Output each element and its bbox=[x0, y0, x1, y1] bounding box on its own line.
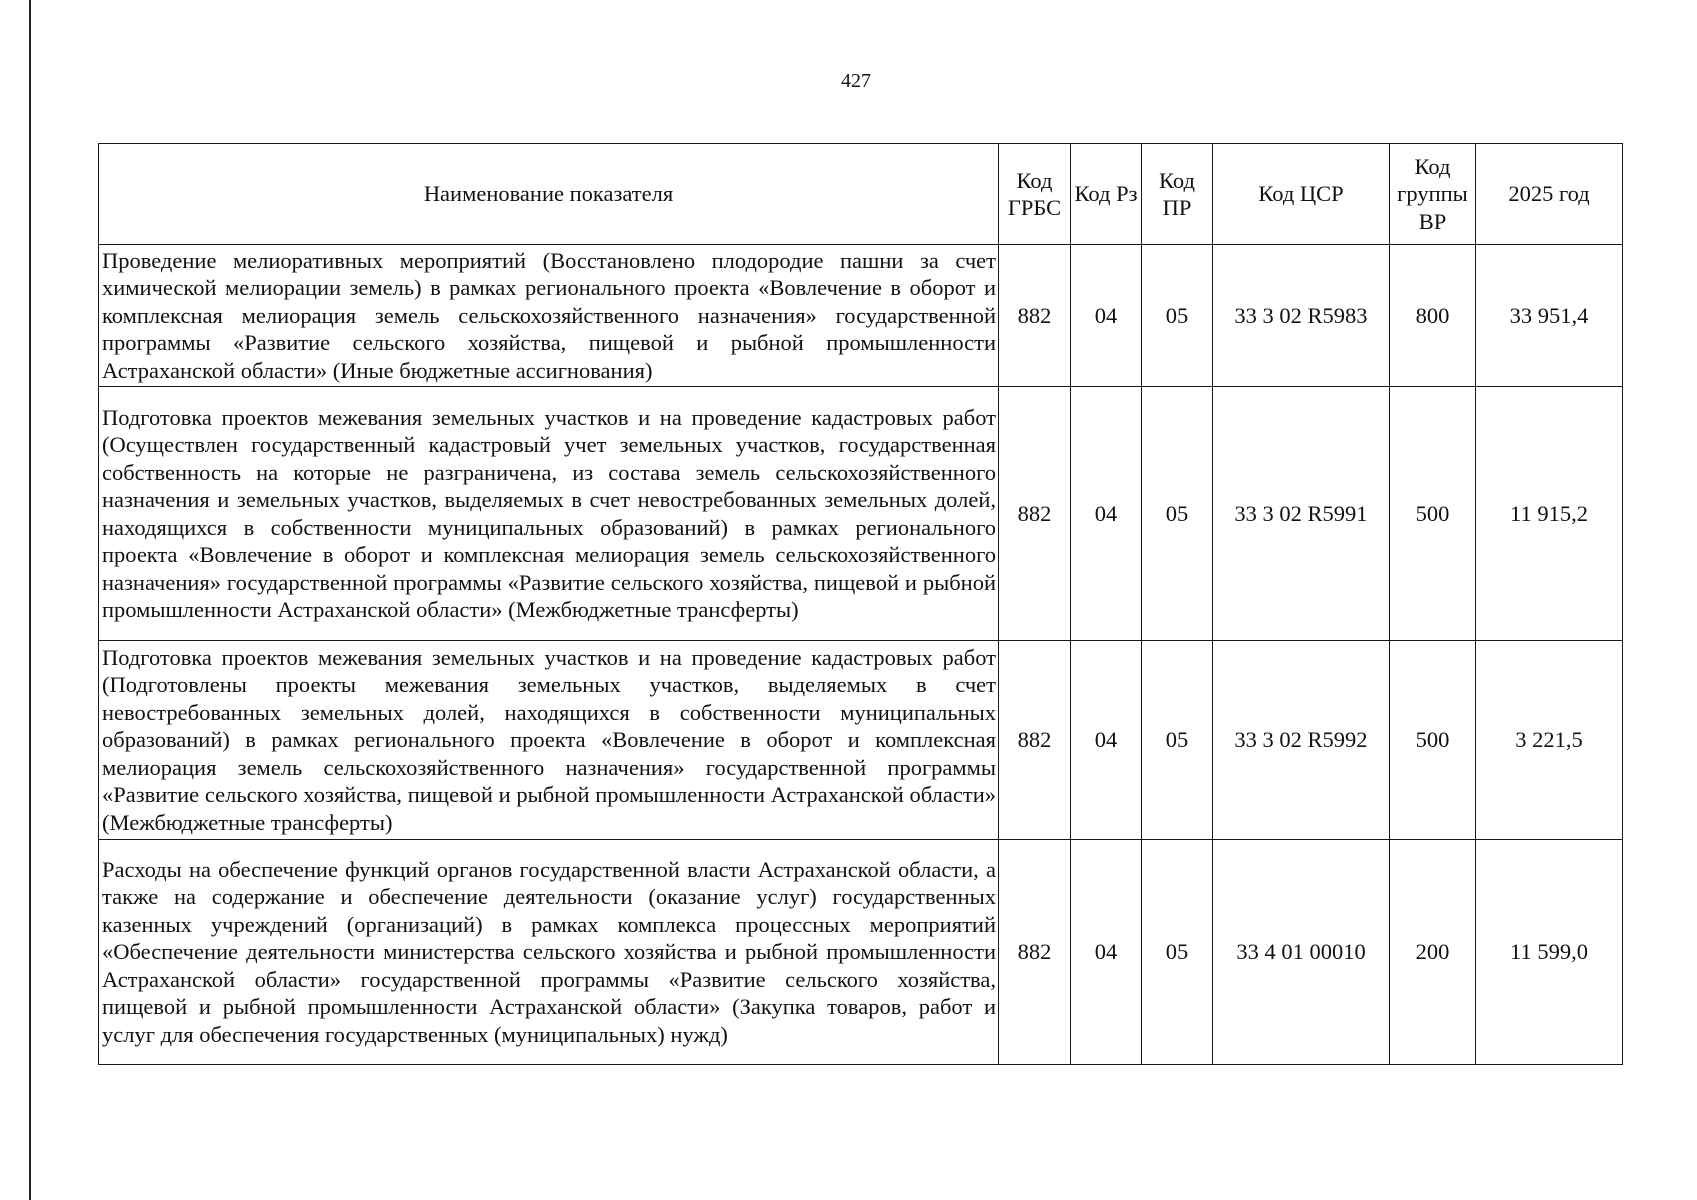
cell-vr: 500 bbox=[1390, 387, 1476, 641]
cell-amount: 11 915,2 bbox=[1476, 387, 1623, 641]
cell-rz: 04 bbox=[1071, 641, 1142, 840]
header-csr: Код ЦСР bbox=[1213, 144, 1390, 245]
binding-margin-line bbox=[29, 0, 31, 1200]
cell-rz: 04 bbox=[1071, 245, 1142, 387]
cell-grbs: 882 bbox=[999, 245, 1071, 387]
cell-pr: 05 bbox=[1142, 387, 1213, 641]
table-row bbox=[99, 387, 1623, 641]
cell-vr: 500 bbox=[1390, 641, 1476, 840]
header-pr: Код ПР bbox=[1142, 144, 1213, 245]
cell-amount: 33 951,4 bbox=[1476, 245, 1623, 387]
table-row bbox=[99, 840, 1623, 1065]
header-grbs: Код ГРБС bbox=[999, 144, 1071, 245]
cell-vr: 800 bbox=[1390, 245, 1476, 387]
cell-pr: 05 bbox=[1142, 245, 1213, 387]
cell-vr: 200 bbox=[1390, 840, 1476, 1065]
cell-csr: 33 3 02 R5992 bbox=[1213, 641, 1390, 840]
cell-amount: 3 221,5 bbox=[1476, 641, 1623, 840]
cell-name: Подготовка проектов межевания земельных участков и на проведение кадастровых работ (Осуществлен государственный кадастровый учет земельных участков, государственная собственность на которые не разграничена, из состава земель сельскохозяйственного назначения и земельных участков, выделяемых в счет невостребованных земельных долей, находящихся в собственности муниципальных образований) в рамках регионального проекта «Вовлечение в оборот и комплексная мелиорация земель сельскохозяйственного назначения» государственной программы «Развитие сельского хозяйства, пищевой и рыбной промышленности Астраханской области» (Межбюджетные трансферты) bbox=[99, 387, 999, 641]
cell-grbs: 882 bbox=[999, 387, 1071, 641]
cell-grbs: 882 bbox=[999, 840, 1071, 1065]
cell-name: Подготовка проектов межевания земельных участков и на проведение кадастровых работ (Подготовлены проекты межевания земельных участков, выделяемых в счет невостребованных земельных долей, находящихся в собственности муниципальных образований) в рамках регионального проекта «Вовлечение в оборот и комплексная мелиорация земель сельскохозяйственного назначения» государственной программы «Развитие сельского хозяйства, пищевой и рыбной промышленности Астраханской области» (Межбюджетные трансферты) bbox=[99, 641, 999, 840]
header-name: Наименование показателя bbox=[99, 144, 999, 245]
cell-csr: 33 3 02 R5991 bbox=[1213, 387, 1390, 641]
cell-csr: 33 4 01 00010 bbox=[1213, 840, 1390, 1065]
cell-pr: 05 bbox=[1142, 840, 1213, 1065]
header-vr: Код группы ВР bbox=[1390, 144, 1476, 245]
cell-pr: 05 bbox=[1142, 641, 1213, 840]
header-year: 2025 год bbox=[1476, 144, 1623, 245]
header-rz: Код Рз bbox=[1071, 144, 1142, 245]
table-header-row bbox=[99, 144, 1623, 245]
table-row bbox=[99, 641, 1623, 840]
page-number: 427 bbox=[841, 70, 871, 92]
cell-rz: 04 bbox=[1071, 840, 1142, 1065]
cell-name: Проведение мелиоративных мероприятий (Восстановлено плодородие пашни за счет химической мелиорации земель) в рамках регионального проекта «Вовлечение в оборот и комплексная мелиорация земель сельскохозяйственного назначения» государственной программы «Развитие сельского хозяйства, пищевой и рыбной промышленности Астраханской области» (Иные бюджетные ассигнования) bbox=[99, 245, 999, 387]
cell-amount: 11 599,0 bbox=[1476, 840, 1623, 1065]
cell-grbs: 882 bbox=[999, 641, 1071, 840]
cell-csr: 33 3 02 R5983 bbox=[1213, 245, 1390, 387]
table-row bbox=[99, 245, 1623, 387]
cell-rz: 04 bbox=[1071, 387, 1142, 641]
cell-name: Расходы на обеспечение функций органов государственной власти Астраханской области, а также на содержание и обеспечение деятельности (оказание услуг) государственных казенных учреждений (организаций) в рамках комплекса процессных мероприятий «Обеспечение деятельности министерства сельского хозяйства и рыбной промышленности Астраханской области» государственной программы «Развитие сельского хозяйства, пищевой и рыбной промышленности Астраханской области» (Закупка товаров, работ и услуг для обеспечения государственных (муниципальных) нужд) bbox=[99, 840, 999, 1065]
budget-table bbox=[98, 143, 1623, 1065]
